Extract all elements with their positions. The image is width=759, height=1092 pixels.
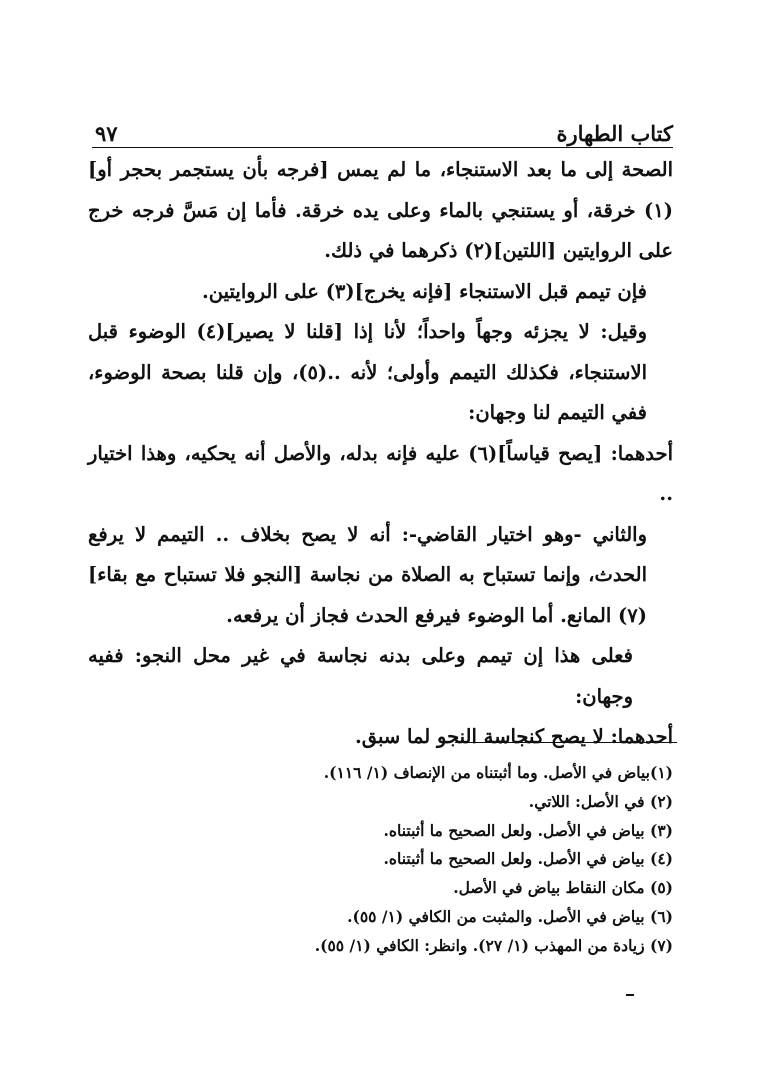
footnote-separator — [455, 742, 677, 743]
header-rule — [92, 147, 673, 148]
paragraph: أحدهما: [يصح قياساً](٦) عليه فإنه بدله، والأصل أنه يحكيه، وهذا اختيار .. — [88, 441, 673, 505]
footnote: (٥) مكان النقاط بياض في الأصل. — [453, 878, 673, 898]
paragraph: وقيل: لا يجزئه وجهاً واحداً؛ لأنا إذا [قلنا لا يصير](٤) الوضوء قبل الاستنجاء، فكذلك التيمم وأولى؛ لأنه ..(٥)، وإن قلنا بصحة الوضوء، ففي التيمم لنا وجهان: — [88, 320, 648, 424]
footnote: (٢) في الأصل: اللاتي. — [528, 791, 673, 811]
footnote: (١)بياض في الأصل. وما أثبتناه من الإنصاف (١/ ١١٦). — [323, 763, 673, 782]
footnote: (٧) زيادة من المهذب (١/ ٢٧). وانظر: الكافي (١/ ٥٥). — [314, 935, 673, 955]
footnote: (٦) بياض في الأصل. والمثبت من الكافي (١/ ٥٥). — [347, 906, 673, 926]
footnotes — [220, 759, 673, 961]
paragraph: أحدهما: لا يصح كنجاسة النجو لما سبق. — [354, 725, 673, 748]
page-header — [95, 112, 673, 146]
footnote: (٣) بياض في الأصل. ولعل الصحيح ما أثبتناه. — [383, 820, 673, 840]
footnote: (٤) بياض في الأصل. ولعل الصحيح ما أثبتناه. — [383, 849, 673, 869]
body-text — [88, 150, 673, 758]
paragraph: فعلى هذا إن تيمم وعلى بدنه نجاسة في غير محل النجو: ففيه وجهان: — [88, 644, 633, 708]
page-mark — [626, 994, 634, 996]
paragraph: الصحة إلى ما بعد الاستنجاء، ما لم يمس [فرجه بأن يستجمر بحجر أو](١) خرقة، أو يستنجي بالماء وعلى يده خرقة. فأما إن مَسَّ فرجه خرج على الروايتين [اللتين](٢) ذكرهما في ذلك. — [88, 158, 673, 262]
paragraph: فإن تيمم قبل الاستنجاء [فإنه يخرج](٣) على الروايتين. — [201, 279, 647, 303]
chapter-title: كتاب الطهارة — [556, 121, 673, 146]
paragraph: والثاني -وهو اختيار القاضي-: أنه لا يصح بخلاف .. التيمم لا يرفع الحدث، وإنما تستباح به الصلاة من نجاسة [النجو فلا تستباح مع بقاء](٧) المانع. أما الوضوء فيرفع الحدث فجاز أن يرفعه. — [88, 522, 647, 627]
page-number: ٩٧ — [95, 121, 118, 146]
